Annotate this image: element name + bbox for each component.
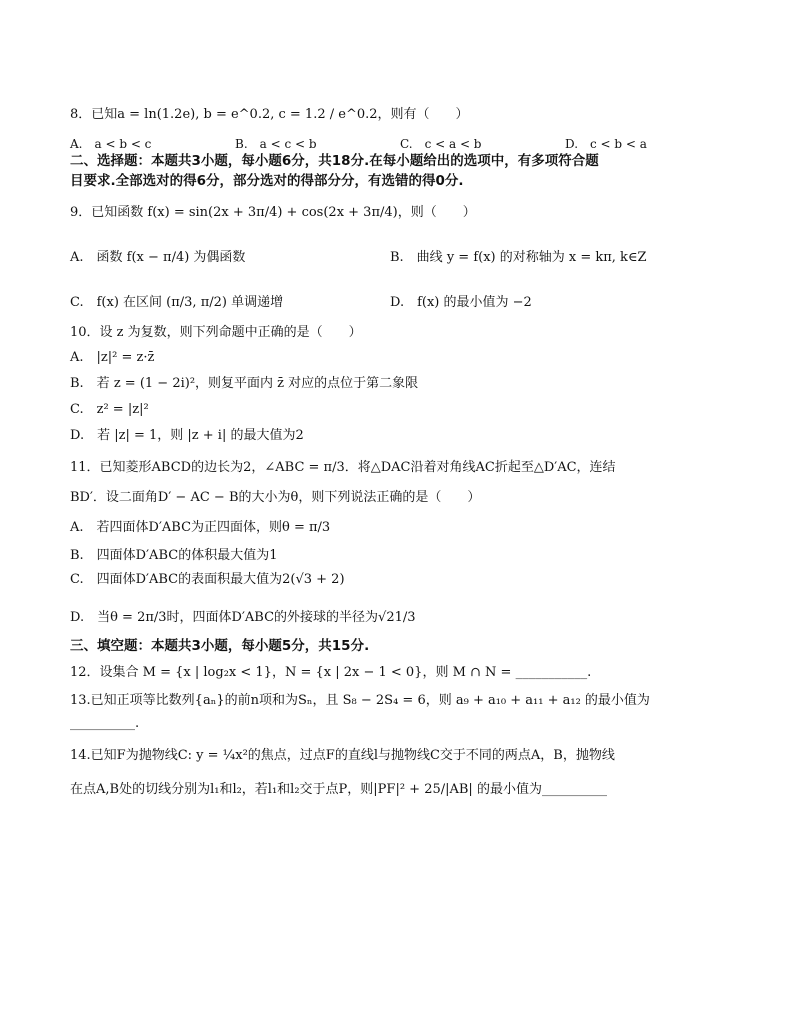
q13-stem-line1: 13.已知正项等比数列{aₙ}的前n项和为Sₙ，且 S₈ − 2S₄ = 6，则 a₉ + a₁₀ + a₁₁ + a₁₂ 的最小值为 — [70, 693, 650, 708]
q10-option-d: D. 若 |z| = 1，则 |z + i| 的最大值为2 — [70, 428, 304, 443]
q8-option-d: D. c < b < a — [565, 137, 647, 151]
q10-option-b: B. 若 z = (1 − 2i)²，则复平面内 z̄ 对应的点位于第二象限 — [70, 376, 419, 391]
q8-option-c: C. c < a < b — [400, 137, 482, 151]
q8-stem: 8．已知a = ln(1.2e), b = e^0.2, c = 1.2 / e^0.2，则有（ ） — [70, 107, 469, 122]
q14-stem-line2: 在点A,B处的切线分别为l₁和l₂，若l₁和l₂交于点P，则|PF|² + 25/|AB| 的最小值为__________ — [70, 782, 607, 797]
q11-option-b: B. 四面体D′ABC的体积最大值为1 — [70, 548, 278, 563]
section3-heading: 三、填空题：本题共3小题，每小题5分，共15分. — [70, 638, 370, 654]
q11-option-a: A. 若四面体D′ABC为正四面体，则θ = π/3 — [70, 520, 331, 535]
q10-option-a: A. |z|² = z·z̄ — [70, 350, 155, 365]
q9-stem: 9．已知函数 f(x) = sin(2x + 3π/4) + cos(2x + 3π/4)，则（ ） — [70, 205, 476, 220]
q11-option-c: C. 四面体D′ABC的表面积最大值为2(√3 + 2) — [70, 572, 345, 587]
q13-stem-line2: __________. — [70, 716, 140, 731]
q11-stem-line1: 11．已知菱形ABCD的边长为2，∠ABC = π/3．将△DAC沿着对角线AC折起至△D′AC，连结 — [70, 460, 616, 475]
q9-option-d: D. f(x) 的最小值为 −2 — [390, 295, 532, 310]
q8-option-a: A. a < b < c — [70, 137, 152, 151]
q10-option-c: C. z² = |z|² — [70, 402, 149, 417]
q10-stem: 10．设 z 为复数，则下列命题中正确的是（ ） — [70, 325, 362, 340]
q9-option-a: A. 函数 f(x − π/4) 为偶函数 — [70, 250, 246, 265]
q9-option-b: B. 曲线 y = f(x) 的对称轴为 x = kπ, k∈Z — [390, 250, 647, 265]
section2-heading-line1: 二、选择题：本题共3小题，每小题6分，共18分.在每小题给出的选项中，有多项符合题 — [70, 153, 599, 169]
q9-option-c: C. f(x) 在区间 (π/3, π/2) 单调递增 — [70, 295, 284, 310]
q8-options — [70, 135, 730, 152]
q8-option-b: B. a < c < b — [235, 137, 317, 151]
section2-heading-line2: 目要求.全部选对的得6分，部分选对的得部分分，有选错的得0分. — [70, 173, 464, 189]
q12-stem: 12．设集合 M = {x | log₂x < 1}，N = {x | 2x − 1 < 0}，则 M ∩ N = ___________. — [70, 665, 592, 680]
q11-option-d: D. 当θ = 2π/3时，四面体D′ABC的外接球的半径为√21/3 — [70, 610, 416, 625]
q11-stem-line2: BD′．设二面角D′ − AC − B的大小为θ，则下列说法正确的是（ ） — [70, 490, 481, 505]
q14-stem-line1: 14.已知F为抛物线C: y = ¼x²的焦点，过点F的直线l与抛物线C交于不同的两点A，B，抛物线 — [70, 748, 615, 763]
